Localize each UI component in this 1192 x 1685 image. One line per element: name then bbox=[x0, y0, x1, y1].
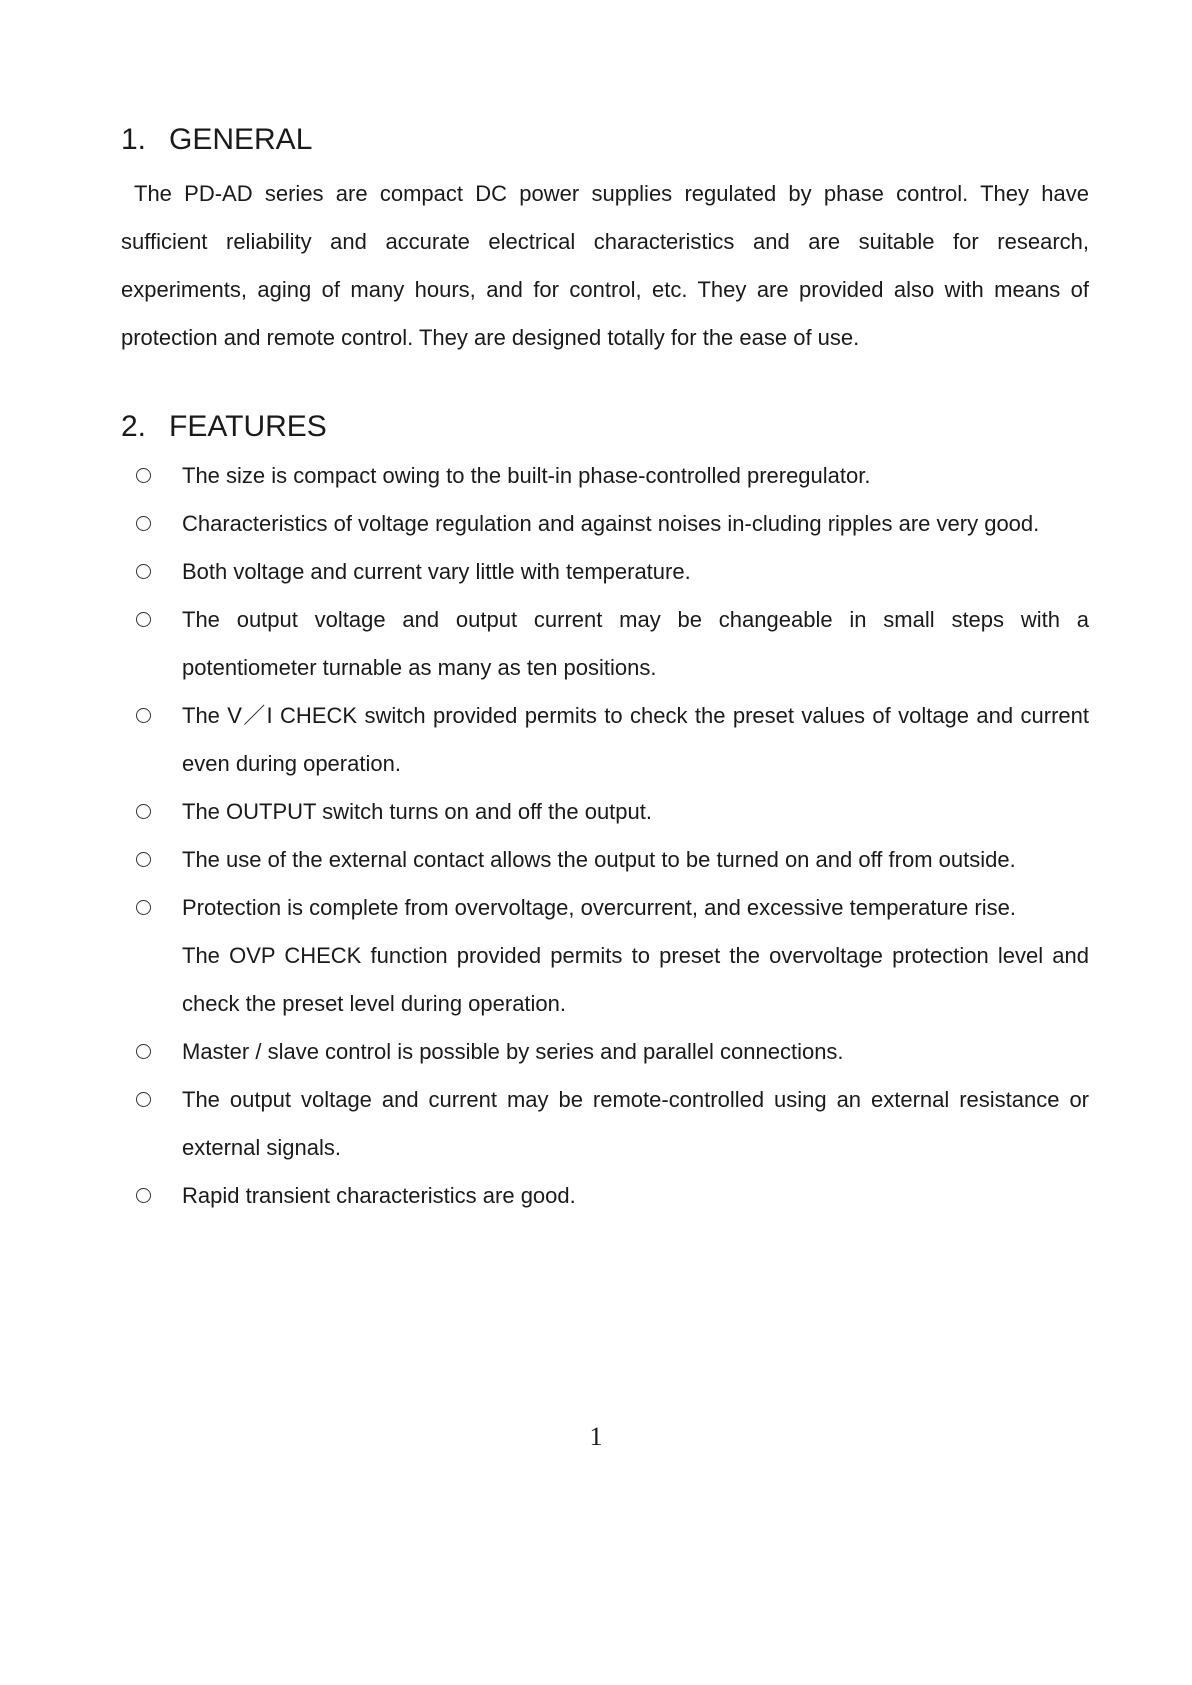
list-item bbox=[121, 548, 1089, 596]
feature-text: Master / slave control is possible by series and parallel connections. bbox=[182, 1039, 844, 1064]
list-item bbox=[121, 884, 1089, 1028]
feature-text: The V／I CHECK switch provided permits to check the preset values of voltage and current even during operation. bbox=[182, 703, 1089, 776]
circle-bullet-icon bbox=[136, 468, 151, 483]
section-heading-features bbox=[121, 409, 327, 445]
list-item bbox=[121, 1172, 1089, 1220]
feature-text: The output voltage and output current may be changeable in small steps with a potentiometer turnable as many as ten positions. bbox=[182, 607, 1089, 680]
feature-text: Both voltage and current vary little with temperature. bbox=[182, 559, 691, 584]
circle-bullet-icon bbox=[136, 1092, 151, 1107]
section-title: FEATURES bbox=[169, 410, 327, 443]
circle-bullet-icon bbox=[136, 1188, 151, 1203]
feature-text: The output voltage and current may be remote-controlled using an external resistance or external signals. bbox=[182, 1087, 1089, 1160]
list-item bbox=[121, 452, 1089, 500]
feature-text: The OUTPUT switch turns on and off the output. bbox=[182, 799, 652, 824]
general-paragraph: The PD-AD series are compact DC power supplies regulated by phase control. They have sufficient reliability and accurate electrical characteristics and are suitable for research, experiments, aging of many hours, and for control, etc. They are provided also with means of protection and remote control. They are designed totally for the ease of use. bbox=[121, 181, 1089, 350]
list-item bbox=[121, 1076, 1089, 1172]
circle-bullet-icon bbox=[136, 612, 151, 627]
feature-text: Protection is complete from overvoltage, overcurrent, and excessive temperature rise. bbox=[182, 895, 1016, 920]
list-item bbox=[121, 836, 1089, 884]
feature-text-continued: The OVP CHECK function provided permits to preset the overvoltage protection level and check the preset level during operation. bbox=[182, 943, 1089, 1016]
list-item bbox=[121, 692, 1089, 788]
section-number: 1. bbox=[121, 123, 147, 156]
feature-text: The use of the external contact allows the output to be turned on and off from outside. bbox=[182, 847, 1016, 872]
list-item bbox=[121, 1028, 1089, 1076]
features-list bbox=[121, 452, 1089, 1220]
circle-bullet-icon bbox=[136, 516, 151, 531]
feature-text: Rapid transient characteristics are good. bbox=[182, 1183, 576, 1208]
circle-bullet-icon bbox=[136, 852, 151, 867]
feature-text: Characteristics of voltage regulation and against noises in-cluding ripples are very good. bbox=[182, 511, 1040, 536]
page-number: 1 bbox=[589, 1422, 603, 1451]
feature-text: The size is compact owing to the built-in phase-controlled preregulator. bbox=[182, 463, 871, 488]
circle-bullet-icon bbox=[136, 804, 151, 819]
circle-bullet-icon bbox=[136, 708, 151, 723]
circle-bullet-icon bbox=[136, 900, 151, 915]
circle-bullet-icon bbox=[136, 564, 151, 579]
section-number: 2. bbox=[121, 410, 147, 443]
list-item bbox=[121, 500, 1089, 548]
circle-bullet-icon bbox=[136, 1044, 151, 1059]
list-item bbox=[121, 596, 1089, 692]
section-title: GENERAL bbox=[169, 123, 313, 156]
section-heading-general bbox=[121, 122, 312, 158]
list-item bbox=[121, 788, 1089, 836]
